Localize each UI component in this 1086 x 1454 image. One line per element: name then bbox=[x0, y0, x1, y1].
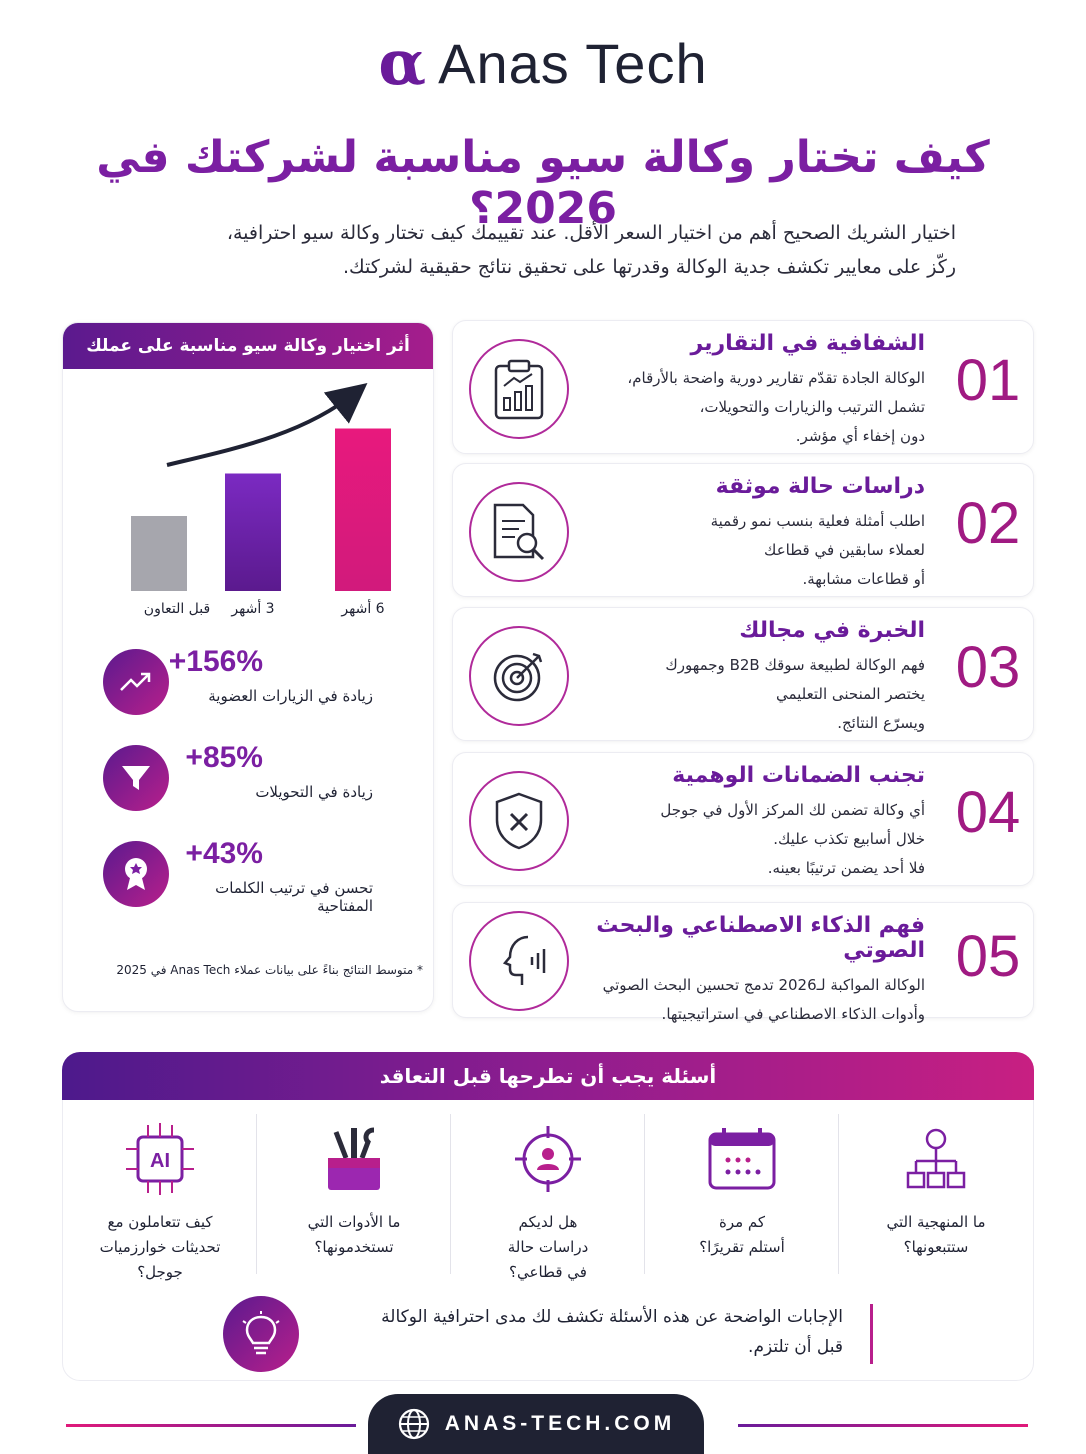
question-line: ما الأدوات التي bbox=[307, 1213, 401, 1231]
footer-url[interactable]: ANAS-TECH.COM bbox=[444, 1412, 676, 1435]
tip-callout bbox=[223, 1296, 873, 1366]
criterion-line: فهم الوكالة لطبيعة سوقك B2B وجمهورك bbox=[665, 656, 925, 674]
chart-category-label: قبل التعاون bbox=[143, 601, 211, 617]
criterion-line: يختصر المنحنى التعليمي bbox=[775, 685, 925, 703]
criterion-number: 01 bbox=[955, 348, 1021, 413]
tip-text bbox=[323, 1302, 843, 1362]
impact-heading: أثر اختيار وكالة سيو مناسبة على عملك bbox=[63, 323, 433, 369]
brand-name: Anas Tech bbox=[438, 31, 708, 95]
chart-category-label: 6 أشهر bbox=[341, 601, 385, 617]
criterion-line: وأدوات الذكاء الاصطناعي في استراتيجيتها. bbox=[661, 1005, 925, 1023]
criterion-text bbox=[595, 796, 925, 883]
question-line: ما المنهجية التي bbox=[886, 1213, 986, 1231]
criterion-title: الخبرة في مجالك bbox=[739, 618, 925, 643]
page-title: كيف تختار وكالة سيو مناسبة لشركتك في 2026؟ bbox=[96, 132, 990, 234]
question-methodology bbox=[839, 1114, 1033, 1284]
question-line: هل لديكم bbox=[518, 1213, 578, 1231]
chart-bar bbox=[225, 474, 281, 592]
svg-text:AI: AI bbox=[150, 1150, 170, 1172]
footer-line-right bbox=[738, 1424, 1028, 1427]
footer-url-pill[interactable] bbox=[368, 1394, 704, 1454]
question-line: دراسات حالة bbox=[507, 1238, 589, 1256]
ai-chip-icon bbox=[63, 1114, 257, 1204]
question-line: جوجل؟ bbox=[137, 1263, 183, 1281]
question-line: في قطاعي؟ bbox=[509, 1263, 587, 1281]
criterion-text bbox=[595, 507, 925, 594]
stat-label: تحسن في ترتيب الكلمات المفتاحية bbox=[215, 879, 373, 915]
intro-line-2: ركّز على معايير تكشف جدية الوكالة وقدرتها على تحقيق نتائج حقيقية لشركتك. bbox=[342, 256, 956, 278]
criterion-number: 02 bbox=[955, 491, 1021, 556]
criterion-card-4 bbox=[452, 752, 1034, 886]
report-clipboard-icon bbox=[469, 339, 569, 439]
tip-accent-bar bbox=[870, 1304, 873, 1364]
question-line: كيف تتعاملون مع bbox=[107, 1213, 213, 1231]
criterion-line: لعملاء سابقين في قطاعك bbox=[764, 541, 925, 559]
question-line: أستلم تقريرًا؟ bbox=[699, 1238, 785, 1256]
brand-alpha-icon: α bbox=[378, 26, 427, 99]
lightbulb-icon bbox=[223, 1296, 299, 1372]
chart-bar bbox=[131, 516, 187, 591]
impact-panel bbox=[62, 322, 434, 1012]
funnel-icon bbox=[103, 745, 169, 811]
criterion-line: دون إخفاء أي مؤشر. bbox=[795, 427, 925, 445]
questions-heading: أسئلة يجب أن تطرحها قبل التعاقد bbox=[62, 1052, 1034, 1100]
question-case-studies bbox=[451, 1114, 645, 1284]
criterion-number: 05 bbox=[955, 924, 1021, 989]
impact-bar-chart bbox=[63, 373, 433, 643]
questions-panel bbox=[62, 1100, 1034, 1381]
stat-label: زيادة في التحويلات bbox=[255, 783, 373, 801]
criterion-card-3 bbox=[452, 607, 1034, 741]
stat-value: +85% bbox=[185, 741, 263, 774]
impact-footnote: * متوسط النتائج بناءً على بيانات عملاء Anas Tech في 2025 bbox=[116, 963, 423, 977]
shield-x-icon bbox=[469, 771, 569, 871]
criterion-card-2 bbox=[452, 463, 1034, 597]
tip-line: الإجابات الواضحة عن هذه الأسئلة تكشف لك مدى احترافية الوكالة bbox=[381, 1307, 843, 1327]
stat-value: +156% bbox=[168, 645, 263, 678]
criterion-card-5 bbox=[452, 902, 1034, 1023]
stat-value: +43% bbox=[185, 837, 263, 870]
trend-arrow bbox=[167, 393, 355, 465]
stat-organic-visits bbox=[103, 645, 403, 725]
brand-logo bbox=[0, 28, 1086, 98]
criterion-line: أي وكالة تضمن لك المركز الأول في جوجل bbox=[660, 801, 925, 819]
voice-head-icon bbox=[469, 911, 569, 1011]
question-algorithm-updates bbox=[63, 1114, 257, 1284]
chart-bar bbox=[335, 429, 391, 592]
question-line: كم مرة bbox=[718, 1213, 766, 1231]
target-icon bbox=[469, 626, 569, 726]
intro-paragraph bbox=[110, 216, 956, 284]
criterion-text bbox=[595, 364, 925, 451]
award-badge-icon bbox=[103, 841, 169, 907]
calendar-icon bbox=[645, 1114, 839, 1204]
tip-line: قبل أن تلتزم. bbox=[748, 1337, 843, 1357]
criterion-text bbox=[595, 651, 925, 738]
document-search-icon bbox=[469, 482, 569, 582]
criterion-line: أو قطاعات مشابهة. bbox=[802, 570, 925, 588]
criterion-title: فهم الذكاء الاصطناعي والبحث الصوتي bbox=[596, 913, 925, 963]
tools-icon bbox=[257, 1114, 451, 1204]
stat-label: زيادة في الزيارات العضوية bbox=[208, 687, 373, 705]
trend-up-icon bbox=[103, 649, 169, 715]
criterion-title: الشفافية في التقارير bbox=[690, 331, 925, 356]
criterion-line: ويسرّع النتائج. bbox=[837, 714, 925, 732]
criterion-line: فلا أحد يضمن ترتيبًا بعينه. bbox=[767, 859, 925, 877]
question-line: تحديثات خوارزميات bbox=[99, 1238, 221, 1256]
stat-conversions bbox=[103, 741, 403, 821]
target-person-icon bbox=[451, 1114, 645, 1204]
criterion-title: دراسات حالة موثقة bbox=[715, 474, 925, 499]
criterion-line: الوكالة الجادة تقدّم تقارير دورية واضحة بالأرقام، bbox=[627, 369, 925, 387]
criterion-number: 04 bbox=[955, 780, 1021, 845]
chart-category-label: 3 أشهر bbox=[231, 601, 275, 617]
footer-line-left bbox=[66, 1424, 356, 1427]
question-tools bbox=[257, 1114, 451, 1284]
criterion-card-1 bbox=[452, 320, 1034, 454]
criterion-text bbox=[585, 971, 925, 1029]
question-report-frequency bbox=[645, 1114, 839, 1284]
criterion-title: تجنب الضمانات الوهمية bbox=[672, 763, 925, 788]
criterion-line: الوكالة المواكبة لـ2026 تدمج تحسين البحث الصوتي bbox=[602, 976, 925, 994]
intro-line-1: اختيار الشريك الصحيح أهم من اختيار السعر الأقل. عند تقييمك كيف تختار وكالة سيو احترافية، bbox=[226, 222, 956, 244]
question-line: ستتبعونها؟ bbox=[903, 1238, 969, 1256]
hierarchy-icon bbox=[839, 1114, 1033, 1204]
question-line: تستخدمونها؟ bbox=[314, 1238, 394, 1256]
criterion-line: تشمل الترتيب والزيارات والتحويلات، bbox=[699, 398, 925, 416]
criterion-line: اطلب أمثلة فعلية بنسب نمو رقمية bbox=[710, 512, 925, 530]
criterion-number: 03 bbox=[955, 635, 1021, 700]
criterion-line: خلال أسابيع تكذب عليك. bbox=[773, 830, 925, 848]
stat-keyword-ranking bbox=[103, 837, 403, 917]
globe-icon bbox=[397, 1407, 431, 1441]
